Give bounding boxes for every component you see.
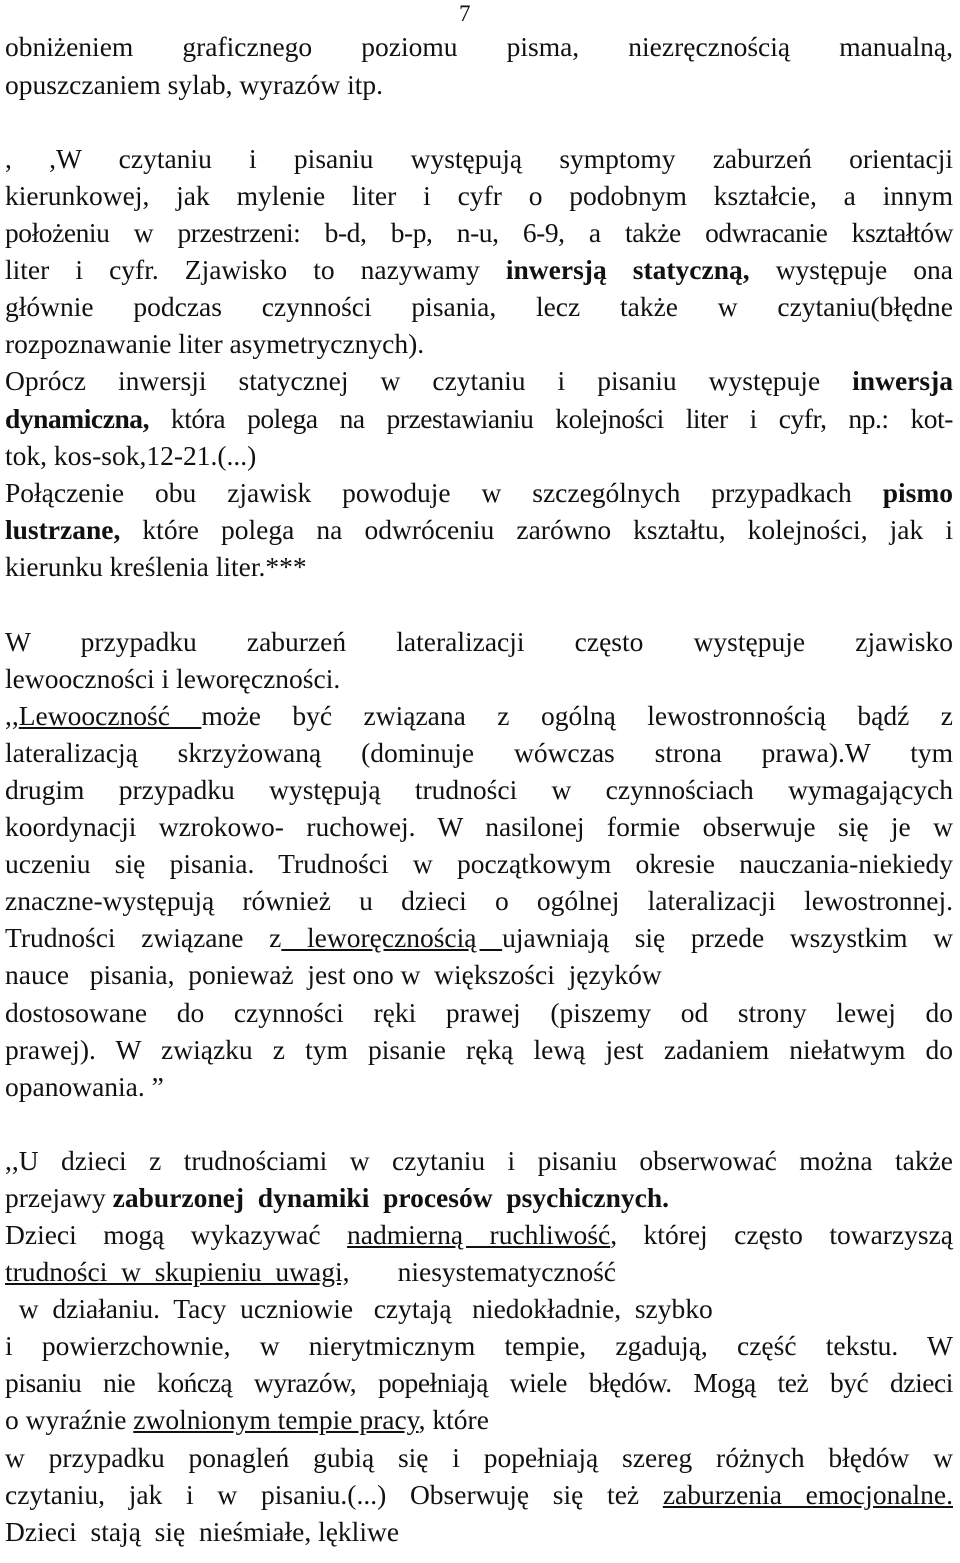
text-run: czytaniu, jak i w pisaniu.(...) Obserwuję się też — [5, 1479, 663, 1510]
text-run: kierunku kreślenia liter.*** — [5, 551, 307, 582]
bold-term: dynamiczna, — [5, 403, 150, 434]
text-line — [5, 1327, 953, 1364]
underlined-phrase: zwolnionym tempie pracy — [133, 1404, 419, 1435]
text-line — [5, 882, 953, 919]
text-run: lateralizacją skrzyżowaną (dominuje wówczas strona prawa).W tym — [5, 737, 953, 768]
text-line — [5, 140, 953, 177]
text-run: rozpoznawanie liter asymetrycznych). — [5, 328, 425, 359]
text-run: występuje ona — [749, 254, 953, 285]
text-run: W przypadku zaburzeń lateralizacji często występuje zjawisko — [5, 626, 953, 657]
text-line — [5, 623, 953, 660]
bold-term: pismo — [882, 477, 953, 508]
text-run: ujawniają się przede wszystkim w — [502, 922, 953, 953]
text-run: która polega na przestawianiu kolejności liter i cyfr, np.: kot- — [149, 403, 953, 434]
text-run: liter i cyfr. Zjawisko to nazywamy — [5, 254, 506, 285]
text-line — [5, 325, 953, 362]
text-run: Połączenie obu zjawisk powoduje w szczególnych przypadkach — [5, 477, 883, 508]
text-line — [5, 1031, 953, 1068]
text-line — [5, 956, 953, 993]
text-line — [5, 1401, 953, 1438]
text-line — [5, 734, 953, 771]
text-line — [5, 548, 953, 585]
text-run: które polega na odwróceniu zarówno kształtu, kolejności, jak i — [120, 514, 953, 545]
text-line — [5, 1476, 953, 1513]
text-run: Trudności związane z — [5, 922, 282, 953]
underlined-phrase: zaburzenia emocjonalne. — [662, 1479, 953, 1510]
text-run: tok, kos-sok,12-21.(...) — [5, 440, 257, 471]
text-line — [5, 771, 953, 808]
text-run: w działaniu. Tacy uczniowie czytają niedokładnie, szybko — [5, 1293, 713, 1324]
text-line — [5, 28, 953, 65]
underlined-phrase: trudności w skupieniu uwagi, — [5, 1256, 350, 1287]
underlined-phrase: leworęcznością — [281, 922, 503, 953]
text-run: położeniu w przestrzeni: b-d, b-p, n-u, 6-9, a także odwracanie kształtów — [5, 217, 953, 248]
text-run: drugim przypadku występują trudności w czynnościach wymagających — [5, 774, 953, 805]
text-run: Dzieci stają się nieśmiałe, lękliwe — [5, 1516, 400, 1547]
text-line — [5, 660, 953, 697]
text-line — [5, 1513, 953, 1550]
text-run: koordynacji wzrokowo- ruchowej. W nasilonej formie obserwuje się je w — [5, 811, 953, 842]
text-line — [5, 1068, 953, 1105]
text-run: Dzieci mogą wykazywać — [5, 1219, 348, 1250]
text-run: o wyraźnie — [5, 1404, 134, 1435]
text-run: nauce pisania, ponieważ jest ono w większości języków — [5, 959, 662, 990]
bold-term: lustrzane, — [5, 514, 121, 545]
text-run: znaczne-występują również u dzieci o ogólnej lateralizacji lewostronnej. — [5, 885, 953, 916]
underlined-phrase: Lewooczność — [18, 700, 202, 731]
page-number: 7 — [459, 1, 471, 26]
text-line — [5, 1179, 953, 1216]
text-run: ,,U dzieci z trudnościami w czytaniu i pisaniu obserwować można także — [5, 1145, 953, 1176]
bold-term: inwersją statyczną, — [505, 254, 750, 285]
text-line — [5, 1439, 953, 1476]
text-line — [5, 437, 953, 474]
text-line — [5, 1216, 953, 1253]
text-run: uczeniu się pisania. Trudności w początkowym okresie nauczania-niekiedy — [5, 848, 953, 879]
text-run: kierunkowej, jak mylenie liter i cyfr o podobnym kształcie, a innym — [5, 180, 953, 211]
text-run: obniżeniem graficznego poziomu pisma, niezręcznością manualną, — [5, 31, 953, 62]
text-run: może być związana z ogólną lewostronnością bądź z — [201, 700, 953, 731]
text-line — [5, 808, 953, 845]
text-run: przejawy — [5, 1182, 113, 1213]
text-run: i powierzchownie, w nierytmicznym tempie, zgadują, część tekstu. W — [5, 1330, 953, 1361]
text-run: , której często towarzyszą — [610, 1219, 954, 1250]
text-line — [5, 288, 953, 325]
text-line — [5, 697, 953, 734]
text-line — [5, 845, 953, 882]
text-run: , które — [418, 1404, 489, 1435]
text-line — [5, 400, 953, 437]
text-run: ,, — [5, 700, 19, 731]
text-run: pisaniu nie kończą wyrazów, popełniają wiele błędów. Mogą też być dzieci — [5, 1367, 953, 1398]
text-run: , ,W czytaniu i pisaniu występują symptomy zaburzeń orientacji — [5, 143, 953, 174]
text-run: niesystematyczność — [349, 1256, 617, 1287]
text-run: Oprócz inwersji statycznej w czytaniu i pisaniu występuje — [5, 365, 853, 396]
text-line — [5, 919, 953, 956]
text-line — [5, 1290, 953, 1327]
text-line — [5, 994, 953, 1031]
text-line — [5, 1364, 953, 1401]
text-run: opanowania. ” — [5, 1071, 164, 1102]
text-run: głównie podczas czynności pisania, lecz także w czytaniu(błędne — [5, 291, 953, 322]
text-line — [5, 1142, 953, 1179]
text-run: lewooczności i leworęczności. — [5, 663, 341, 694]
text-line — [5, 1253, 953, 1290]
text-run: w przypadku ponagleń gubią się i popełniają szereg różnych błędów w — [5, 1442, 953, 1473]
text-line — [5, 66, 953, 103]
bold-term: zaburzonej dynamiki procesów psychicznych. — [112, 1182, 670, 1213]
text-line — [5, 177, 953, 214]
text-line — [5, 474, 953, 511]
text-run: opuszczaniem sylab, wyrazów itp. — [5, 69, 384, 100]
text-run: dostosowane do czynności ręki prawej (piszemy od strony lewej do — [5, 997, 953, 1028]
text-line — [5, 251, 953, 288]
underlined-phrase: nadmierną ruchliwość — [347, 1219, 611, 1250]
text-line — [5, 511, 953, 548]
text-line — [5, 214, 953, 251]
text-line — [5, 362, 953, 399]
text-run: prawej). W związku z tym pisanie ręką lewą jest zadaniem niełatwym do — [5, 1034, 953, 1065]
bold-term: inwersja — [852, 365, 953, 396]
